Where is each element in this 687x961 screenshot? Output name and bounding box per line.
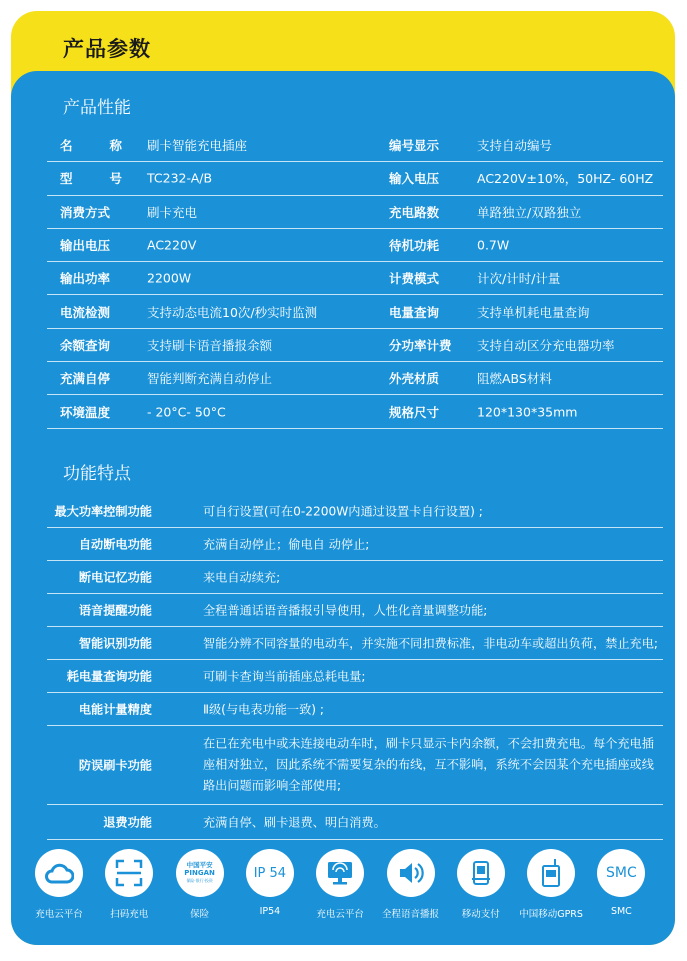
spec-table <box>47 129 663 429</box>
spec-value: 刷卡充电 <box>147 204 198 220</box>
feature-name: 智能识别功能 <box>78 636 152 651</box>
feature-icons-row <box>11 849 675 939</box>
performance-section-title: 产品性能 <box>63 98 131 118</box>
spec-name: 输出电压 <box>60 238 111 254</box>
spec-name: 消费方式 <box>60 204 111 220</box>
feature-row <box>47 726 663 805</box>
icon-label: 中国移动GPRS <box>519 909 583 920</box>
spec-row <box>47 196 663 229</box>
spec-value: 刷卡智能充电插座 <box>147 138 248 154</box>
pingan-logo-icon <box>176 849 224 897</box>
qr-scan-icon <box>105 849 153 897</box>
feature-name: 退费功能 <box>103 815 152 830</box>
badge-text: SMC <box>606 865 637 881</box>
spec-value: 单路独立/双路独立 <box>477 204 582 220</box>
feature-icon-item <box>24 849 94 920</box>
spec-row <box>47 295 663 328</box>
feature-description: 充满自动停止；偷电自 动停止; <box>203 537 370 552</box>
feature-icon-item <box>376 849 446 920</box>
spec-value: - 20°C- 50°C <box>147 404 226 420</box>
spec-name: 输入电压 <box>389 171 440 187</box>
spec-value: 120*130*35mm <box>477 404 578 420</box>
spec-row <box>47 395 663 428</box>
feature-row <box>47 561 663 594</box>
spec-name: 电量查询 <box>389 304 440 320</box>
spec-row <box>47 329 663 362</box>
spec-name: 待机功耗 <box>389 238 440 254</box>
spec-row <box>47 162 663 195</box>
features-table <box>47 495 663 840</box>
page-title: 产品参数 <box>63 37 151 61</box>
spec-row <box>47 262 663 295</box>
spec-name: 计费模式 <box>389 271 440 287</box>
cloud-icon <box>35 849 83 897</box>
feature-name: 电能计量精度 <box>78 702 152 717</box>
spec-value: 支持自动区分充电器功率 <box>477 337 615 353</box>
feature-row <box>47 594 663 627</box>
spec-row <box>47 229 663 262</box>
spec-value: 0.7W <box>477 237 510 253</box>
features-section-title: 功能特点 <box>63 464 131 484</box>
spec-value: 智能判断充满自动停止 <box>147 371 273 387</box>
spec-value: AC220V±10%，50HZ- 60HZ <box>477 171 654 187</box>
spec-name: 规格尺寸 <box>389 404 440 420</box>
mobile-pay-icon <box>457 849 505 897</box>
spec-value: 支持自动编号 <box>477 138 553 154</box>
feature-name: 自动断电功能 <box>78 537 152 552</box>
spec-value: 计次/计时/计量 <box>477 271 561 287</box>
logo-text: PINGAN <box>184 869 215 877</box>
feature-description: 来电自动续充; <box>203 570 281 585</box>
feature-name: 耗电量查询功能 <box>66 669 152 684</box>
smc-icon <box>597 849 645 897</box>
feature-description: 智能分辨不同容量的电动车，并实施不同扣费标准，非电动车或超出负荷，禁止充电; <box>203 636 659 651</box>
feature-icon-item <box>165 849 235 920</box>
spec-value: 支持动态电流10次/秒实时监测 <box>147 304 318 320</box>
feature-row <box>47 528 663 561</box>
spec-value: 2200W <box>147 270 192 286</box>
spec-name: 型号 <box>60 171 122 187</box>
feature-description: 全程普通话语音播报引导使用，人性化音量调整功能; <box>203 603 488 618</box>
ip54-icon <box>246 849 294 897</box>
spec-value: 支持刷卡语音播报余额 <box>147 337 273 353</box>
product-params-card <box>11 11 675 945</box>
icon-label: 全程语音播报 <box>381 909 439 920</box>
feature-icon-item <box>305 849 375 920</box>
feature-row <box>47 660 663 693</box>
feature-icon-item <box>235 849 305 917</box>
spec-name: 名称 <box>60 138 122 154</box>
icon-label: 移动支付 <box>461 909 500 920</box>
feature-row <box>47 495 663 528</box>
feature-description: 可刷卡查询当前插座总耗电量; <box>203 669 366 684</box>
monitor-cloud-icon <box>316 849 364 897</box>
feature-name: 防误刷卡功能 <box>78 758 152 773</box>
spec-row <box>47 129 663 162</box>
feature-description: 在已在充电中或未连接电动车时，刷卡只显示卡内余额，不会扣费充电。每个充电插座相对独立，因此系统不需要复杂的布线，互不影响，系统不会因某个充电插座或线路出问题而影响全部使用; <box>203 736 654 793</box>
feature-icon-item <box>446 849 516 920</box>
spec-value: 阻燃ABS材料 <box>477 371 552 387</box>
feature-icon-item <box>516 849 586 920</box>
feature-row <box>47 805 663 840</box>
badge-text: IP 54 <box>253 865 287 881</box>
spec-name: 输出功率 <box>60 271 111 287</box>
feature-row <box>47 693 663 726</box>
gprs-device-icon <box>527 849 575 897</box>
logo-text: 中国平安 <box>186 861 213 869</box>
icon-label: SMC <box>610 906 632 917</box>
spec-name: 分功率计费 <box>389 337 452 353</box>
spec-row <box>47 362 663 395</box>
feature-icon-item <box>94 849 164 920</box>
feature-row <box>47 627 663 660</box>
icon-label: 充电云平台 <box>316 909 364 920</box>
spec-name: 编号显示 <box>389 138 440 154</box>
feature-icon-item <box>586 849 656 917</box>
icon-label: IP54 <box>259 906 281 917</box>
speaker-icon <box>387 849 435 897</box>
feature-description: 可自行设置(可在0-2200W内通过设置卡自行设置) ; <box>203 504 483 519</box>
feature-description: Ⅱ级(与电表功能一致) ; <box>203 702 324 717</box>
spec-value: 支持单机耗电量查询 <box>477 304 590 320</box>
spec-value: AC220V <box>147 237 197 253</box>
spec-name: 充满自停 <box>60 371 111 387</box>
icon-label: 保险 <box>190 909 210 920</box>
feature-name: 最大功率控制功能 <box>54 504 152 519</box>
spec-name: 环境温度 <box>60 404 111 420</box>
feature-description: 充满自停、刷卡退费、明白消费。 <box>203 815 386 830</box>
spec-name: 外壳材质 <box>389 371 440 387</box>
spec-name: 电流检测 <box>60 304 111 320</box>
icon-label: 扫码充电 <box>110 909 149 920</box>
icon-label: 充电云平台 <box>35 909 83 920</box>
spec-value: TC232-A/B <box>147 170 213 186</box>
spec-name: 余额查询 <box>60 337 111 353</box>
feature-name: 断电记忆功能 <box>78 570 152 585</box>
logo-text: 保险·银行·投资 <box>186 878 213 883</box>
spec-name: 充电路数 <box>389 204 440 220</box>
feature-name: 语音提醒功能 <box>78 603 152 618</box>
